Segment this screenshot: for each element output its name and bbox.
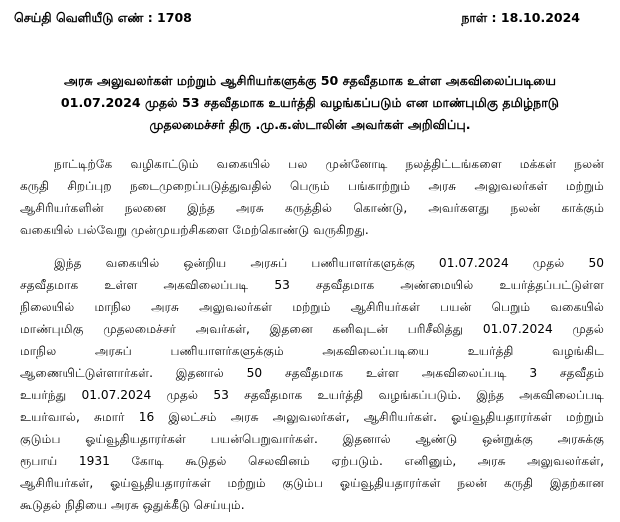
body-paragraph-1: [20, 153, 604, 241]
paragraph-line: நிலையில் மாநில அரசு அலுவலர்கள் மற்றும் ஆசிரியர்கள் பயன் பெறும் வகையில்: [20, 300, 604, 314]
paragraph-line: மாண்புமிகு முதலமைச்சர் அவர்கள், இதனை கனிவுடன் பரிசீலித்து 01.07.2024 முதல்: [20, 322, 604, 336]
paragraph-line: கூடுதல் நிதியை அரசு ஒதுக்கீடு செய்யும்.: [20, 498, 245, 512]
paragraph-line: உயர்ந்து 01.07.2024 முதல் 53 சதவீதமாக உயர்த்தி வழங்கப்படும். இந்த அகவிலைப்படி: [20, 388, 604, 402]
title-line: அரசு அலுவலர்கள் மற்றும் ஆசிரியர்களுக்கு 50 சதவீதமாக உள்ள அகவிலைப்படியை: [63, 73, 557, 88]
release-number: செய்தி வெளியீடு எண் : 1708: [14, 10, 192, 25]
paragraph-line: இந்த வகையில் ஒன்றிய அரசுப் பணியாளர்களுக்கு 01.07.2024 முதல் 50: [54, 256, 604, 270]
paragraph-line: உயர்வால், சுமார் 16 இலட்சம் அரசு அலுவலர்கள், ஆசிரியர்கள். ஓய்வூதியதாரர்கள் மற்றும்: [20, 410, 604, 424]
title-line: முதலமைச்சர் திரு .மு.க.ஸ்டாலின் அவர்கள் அறிவிப்பு.: [149, 117, 471, 132]
body-paragraph-2: [20, 252, 604, 516]
paragraph-line: ஆணையிட்டுள்ளார்கள். இதனால் 50 சதவீதமாக உள்ள அகவிலைப்படி 3 சதவீதம்: [20, 366, 604, 380]
press-release-header: [14, 10, 580, 28]
paragraph-line: நாட்டிற்கே வழிகாட்டும் வகையில் பல முன்னோடி நலத்திட்டங்களை மக்கள் நலன்: [54, 157, 604, 171]
paragraph-line: குடும்ப ஓய்வூதியதாரர்கள் பயன்பெறுவார்கள். இதனால் ஆண்டு ஒன்றுக்கு அரசுக்கு: [20, 432, 604, 446]
paragraph-line: சதவீதமாக உள்ள அகவிலைப்படி 53 சதவீதமாக அண்மையில் உயர்த்தப்பட்டுள்ள: [20, 278, 604, 292]
press-release-title: [10, 70, 610, 136]
paragraph-line: ஆசிரியர்களின் நலனை இந்த அரசு கருத்தில் கொண்டு, அவர்களது நலன் காக்கும்: [20, 201, 604, 215]
title-line: 01.07.2024 முதல் 53 சதவீதமாக உயர்த்தி வழங்கப்படும் என மாண்புமிகு தமிழ்நாடு: [60, 95, 560, 110]
paragraph-line: ரூபாய் 1931 கோடி கூடுதல் செலவினம் ஏற்படும். எனினும், அரசு அலுவலர்கள்,: [20, 454, 604, 468]
release-date: நாள் : 18.10.2024: [461, 10, 580, 25]
paragraph-line: மாநில அரசுப் பணியாளர்களுக்கும் அகவிலைப்படியை உயர்த்தி வழங்கிட: [20, 344, 604, 358]
paragraph-line: கருதி சிறப்புற நடைமுறைப்படுத்துவதில் பெரும் பங்காற்றும் அரசு அலுவலர்கள் மற்றும்: [20, 179, 604, 193]
paragraph-line: ஆசிரியர்கள், ஓய்வூதியதாரர்கள் மற்றும் குடும்ப ஓய்வூதியதாரர்கள் நலன் கருதி இதற்கான: [20, 476, 604, 490]
paragraph-line: வகையில் பல்வேறு முன்முயற்சிகளை மேற்கொண்டு வருகிறது.: [20, 223, 369, 237]
